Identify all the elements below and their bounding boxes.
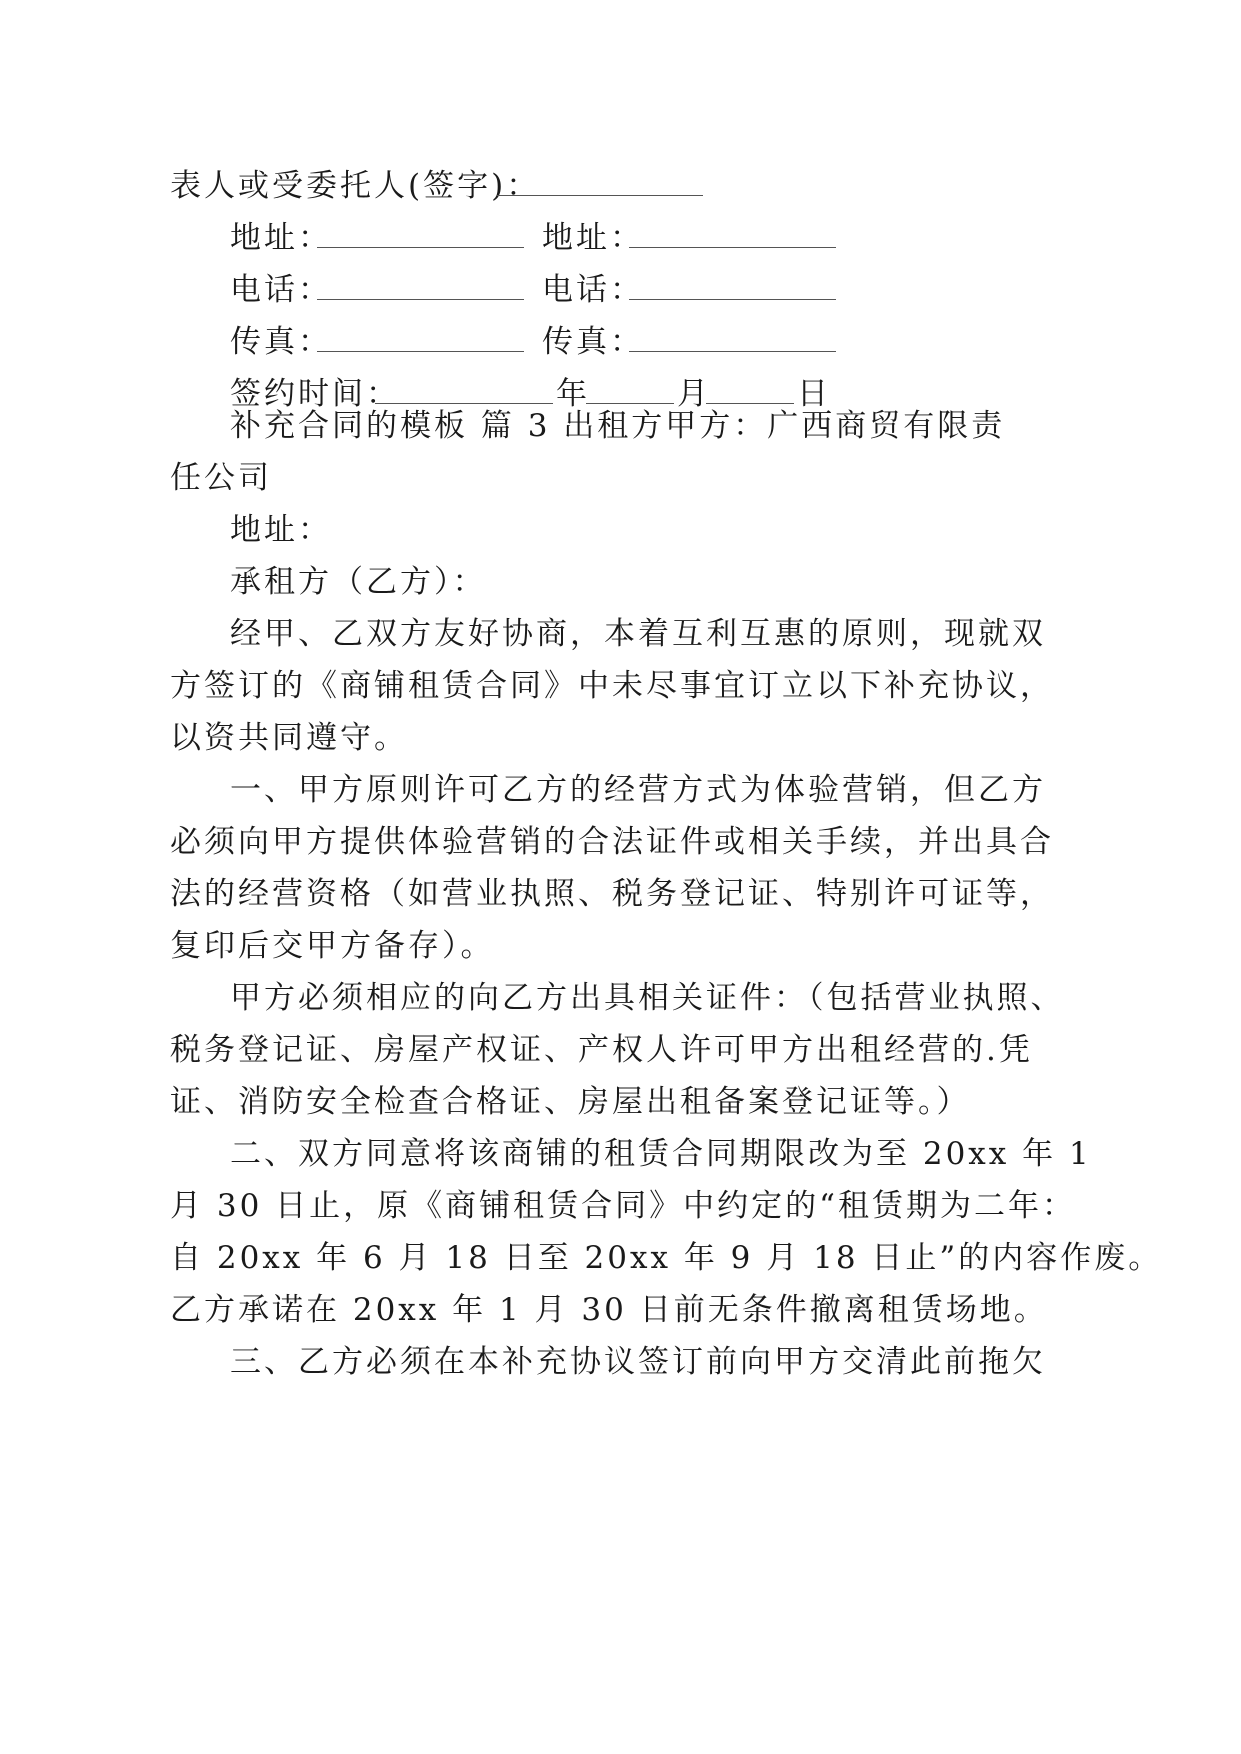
right-address-label: 地址： (542, 220, 644, 256)
left-address-label: 地址： (230, 220, 332, 256)
body-line: 法的经营资格（如营业执照、税务登记证、特别许可证等， (170, 876, 1054, 912)
left-fax-blank (317, 321, 524, 352)
right-phone-blank (629, 269, 836, 300)
right-address-blank (629, 217, 836, 248)
sign-date-label: 签约时间： (230, 376, 400, 412)
body-line: 方签订的《商铺租赁合同》中未尽事宜订立以下补充协议， (170, 668, 1054, 704)
body-line: 自 20xx 年 6 月 18 日至 20xx 年 9 月 18 日止”的内容作废。 (170, 1240, 1163, 1276)
body-line: 任公司 (170, 460, 272, 496)
year-label: 年 (556, 376, 590, 412)
body-line: 必须向甲方提供体验营销的合法证件或相关手续，并出具合 (170, 824, 1054, 860)
section-heading: 补充合同的模板 篇 3 出租方甲方：广西商贸有限责 (230, 408, 1006, 444)
right-fax-label: 传真： (542, 324, 644, 360)
body-line: 二、双方同意将该商铺的租赁合同期限改为至 20xx 年 1 (230, 1136, 1092, 1172)
contact-row-address (0, 209, 1241, 267)
contact-row-phone (0, 261, 1241, 319)
right-phone-label: 电话： (542, 272, 644, 308)
rep-signature-label: 表人或受委托人(签字)： (170, 168, 541, 204)
left-fax-label: 传真： (230, 324, 332, 360)
body-line: 以资共同遵守。 (170, 720, 408, 756)
body-line: 甲方必须相应的向乙方出具相关证件：（包括营业执照、 (230, 980, 1065, 1016)
left-address-blank (317, 217, 524, 248)
body-line: 承租方（乙方）： (230, 564, 487, 600)
body-line: 地址： (230, 512, 332, 548)
left-phone-blank (317, 269, 524, 300)
body-line: 证、消防安全检查合格证、房屋出租备案登记证等。） (170, 1084, 971, 1120)
body-line: 经甲、乙双方友好协商，本着互利互惠的原则，现就双 (230, 616, 1046, 652)
right-fax-blank (629, 321, 836, 352)
body-line: 乙方承诺在 20xx 年 1 月 30 日前无条件撤离租赁场地。 (170, 1292, 1048, 1328)
body-line: 一、甲方原则许可乙方的经营方式为体验营销，但乙方 (230, 772, 1046, 808)
body-line: 三、乙方必须在本补充协议签订前向甲方交清此前拖欠 (230, 1344, 1046, 1380)
contact-row-fax (0, 313, 1241, 371)
body-line: 月 30 日止，原《商铺租赁合同》中约定的“租赁期为二年： (170, 1188, 1076, 1224)
signature-line (0, 157, 1241, 215)
month-label: 月 (677, 376, 711, 412)
left-phone-label: 电话： (230, 272, 332, 308)
body-line: 税务登记证、房屋产权证、产权人许可甲方出租经营的.凭 (170, 1032, 1033, 1068)
rep-signature-blank (497, 165, 703, 196)
body-line: 复印后交甲方备存）。 (170, 928, 495, 964)
day-label: 日 (797, 376, 831, 412)
